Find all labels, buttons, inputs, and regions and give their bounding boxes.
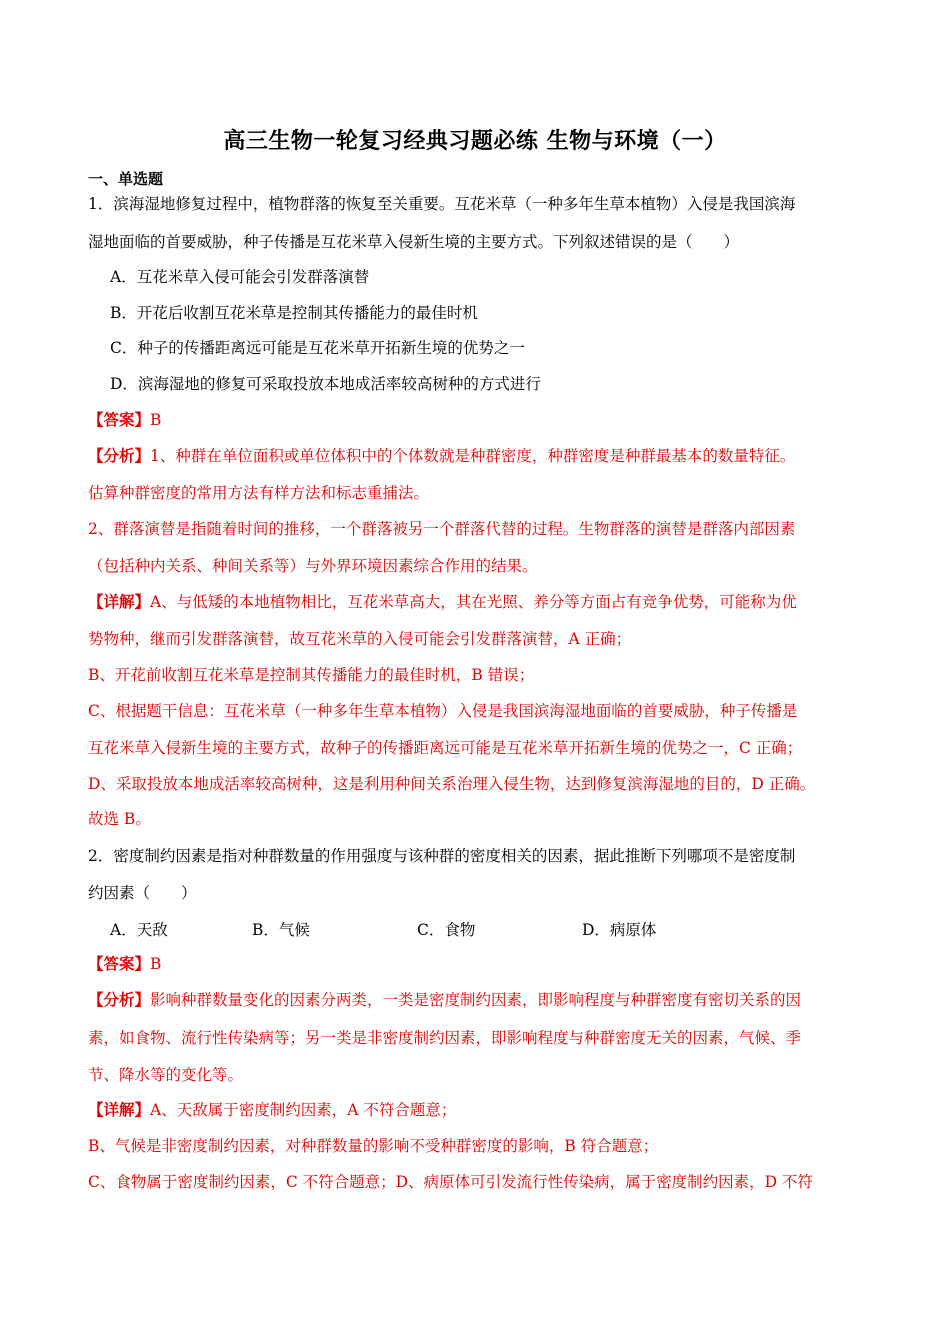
q2-analysis-line-1 [88,989,801,1011]
q1-option-a: A．互花米草入侵可能会引发群落演替 [110,268,370,286]
q2-answer-tag: 【答案】 [88,954,151,973]
q2-detail-text-1: A、天敌属于密度制约因素，A 不符合题意； [150,1101,457,1119]
page-title: 高三生物一轮复习经典习题必练 生物与环境（一） [223,128,727,154]
q2-option-a: A．天敌 [110,921,168,939]
q1-detail-tag: 【详解】 [88,592,151,611]
q2-option-b: B．气候 [252,921,310,939]
q1-stem-line-2: 湿地面临的首要威胁，种子传播是互花米草入侵新生境的主要方式。下列叙述错误的是（ ） [88,233,740,251]
q1-option-c: C．种子的传播距离远可能是互花米草开拓新生境的优势之一 [110,339,525,357]
q1-analysis-text-1: 1、种群在单位面积或单位体积中的个体数就是种群密度，种群密度是种群最基本的数量特征。 [150,447,796,465]
q2-answer [88,953,161,975]
q1-detail-line-2: 势物种，继而引发群落演替，故互花米草的入侵可能会引发群落演替，A 正确； [88,630,632,648]
q1-detail-line-4: C、根据题干信息：互花米草（一种多年生草本植物）入侵是我国滨海湿地面临的首要威胁，种子传播是 [88,702,798,720]
q1-detail-line-5: 互花米草入侵新生境的主要方式，故种子的传播距离远可能是互花米草开拓新生境的优势之一，C 正确； [88,739,803,757]
q2-option-d: D．病原体 [582,921,657,939]
q2-analysis-line-3: 节、降水等的变化等。 [88,1066,244,1084]
q1-analysis-line-2: 估算种群密度的常用方法有样方法和标志重捕法。 [88,484,430,502]
q1-detail-line-7: 故选 B。 [88,810,151,828]
q1-stem-line-1: 1．滨海湿地修复过程中，植物群落的恢复至关重要。互花米草（一种多年生草本植物）入侵是我国滨海 [88,195,796,213]
q2-detail-line-2: B、气候是非密度制约因素，对种群数量的影响不受种群密度的影响，B 符合题意； [88,1137,659,1155]
q2-detail-line-1 [88,1099,456,1121]
q2-detail-tag: 【详解】 [88,1100,151,1119]
q1-answer [88,409,161,431]
q1-option-b: B．开花后收割互花米草是控制其传播能力的最佳时机 [110,304,478,322]
q2-analysis-text-1: 影响种群数量变化的因素分两类，一类是密度制约因素，即影响程度与种群密度有密切关系的因 [150,991,802,1009]
q2-analysis-line-2: 素，如食物、流行性传染病等；另一类是非密度制约因素，即影响程度与种群密度无关的因素，气候、季 [88,1029,802,1047]
q1-detail-line-3: B、开花前收割互花米草是控制其传播能力的最佳时机，B 错误； [88,666,535,684]
q1-detail-line-1 [88,591,797,613]
q2-stem-line-1: 2．密度制约因素是指对种群数量的作用强度与该种群的密度相关的因素，据此推断下列哪项不是密度制 [88,847,796,865]
q1-analysis-tag: 【分析】 [88,446,151,465]
section-heading: 一、单选题 [88,170,164,188]
q1-answer-tag: 【答案】 [88,410,151,429]
q1-detail-line-6: D、采取投放本地成活率较高树种，这是利用种间关系治理入侵生物，达到修复滨海湿地的目的，D 正确。 [88,775,816,793]
q2-stem-line-2: 约因素（ ） [88,884,197,902]
q1-option-d: D．滨海湿地的修复可采取投放本地成活率较高树种的方式进行 [110,375,541,393]
q1-analysis-line-1 [88,445,795,467]
q1-analysis-line-3: 2、群落演替是指随着时间的推移，一个群落被另一个群落代替的过程。生物群落的演替是群落内部因素 [88,520,796,538]
q2-analysis-tag: 【分析】 [88,990,151,1009]
q1-answer-value: B [150,411,162,429]
q2-option-c: C．食物 [417,921,476,939]
q1-detail-text-1: A、与低矮的本地植物相比，互花米草高大，其在光照、养分等方面占有竞争优势，可能称为优 [150,593,797,611]
q1-analysis-line-4: （包括种内关系、种间关系等）与外界环境因素综合作用的结果。 [88,557,538,575]
q2-answer-value: B [150,955,162,973]
q2-detail-line-3: C、食物属于密度制约因素，C 不符合题意；D、病原体可引发流行性传染病，属于密度制约因素，D 不符 [88,1173,813,1191]
